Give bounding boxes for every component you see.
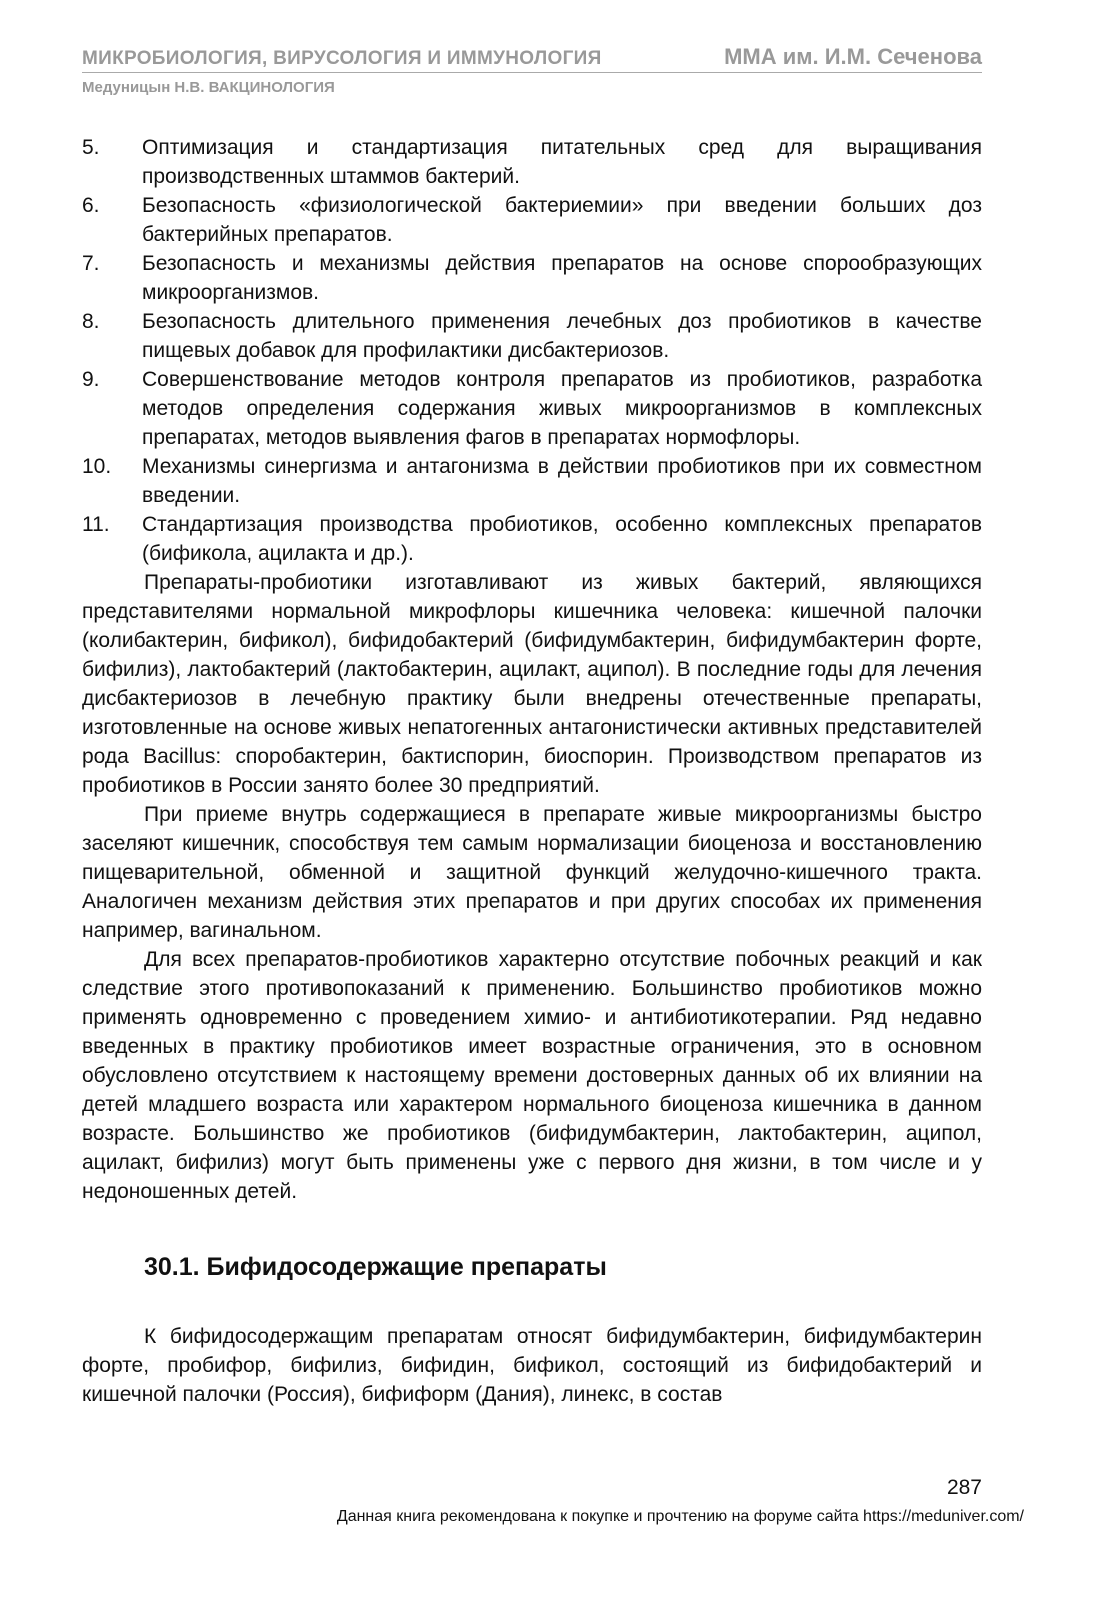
body-paragraph: Для всех препаратов-пробиотиков характерно отсутствие побочных реакций и как следствие этого противопоказаний к применению. Большинство пробиотиков можно применять одновременно с проведением химио- и антибиотикотерапии. Ряд недавно введенных в практику пробиотиков имеет возрастные ограничения, это в основном обусловлено отсутствием к настоящему времени достоверных данных об их влиянии на детей младшего возраста или характером нормального биоценоза кишечника в данном возрасте. Большинство же пробиотиков (бифидумбактерин, лактобактерин, аципол, ацилакт, бифилиз) могут быть применены уже с первого дня жизни, в том числе и у недоношенных детей. [82,948,982,1203]
list-item-number: 5. [82,136,100,159]
header-book-title: МИКРОБИОЛОГИЯ, ВИРУСОЛОГИЯ И ИММУНОЛОГИЯ [82,48,602,69]
list-item [82,133,982,191]
header-institution: ММА им. И.М. Сеченова [724,44,982,69]
body-paragraph: Препараты-пробиотики изготавливают из живых бактерий, являющихся представителями нормальной микрофлоры кишечника человека: кишечной палочки (колибактерин, бификол), бифидобактерий (бифидумбактерин, бифидумбактерин форте, бифилиз), лактобактерий (лактобактерин, ацилакт, аципол). В последние годы для лечения дисбактериозов в лечебную практику были внедрены отечественные препараты, изготовленные на основе живых непатогенных антагонистически активных представителей рода Bacillus: споробактерин, бактиспорин, биоспорин. Производством препаратов из пробиотиков в России занято более 30 предприятий. [82,571,982,797]
list-item-number: 11. [82,513,110,536]
section-heading: 30.1. Бифидосодержащие препараты [144,1253,607,1281]
list-item-text: Совершенствование методов контроля препаратов из пробиотиков, разработка методов определения содержания живых микроорганизмов в комплексных препаратах, методов выявления фагов в препаратах нормофлоры. [142,368,982,449]
list-item [82,510,982,568]
list-item-number: 7. [82,252,100,275]
header-divider [82,72,982,73]
list-item-text: Безопасность «физиологической бактериемии» при введении больших доз бактерийных препаратов. [142,194,982,246]
list-item-number: 8. [82,310,100,333]
page-number: 287 [946,1476,982,1499]
list-item-text: Оптимизация и стандартизация питательных сред для выращивания производственных штаммов бактерий. [142,136,982,188]
page-body [82,133,982,1409]
body-paragraph: При приеме внутрь содержащиеся в препарате живые микроорганизмы быстро заселяют кишечник, способствуя тем самым нормализации биоценоза и восстановлению пищеварительной, обменной и защитной функций желудочно-кишечного тракта. Аналогичен механизм действия этих препаратов и при других способах их применения например, вагинальном. [82,803,982,942]
list-item-number: 10. [82,455,112,478]
header-row [82,44,982,70]
list-item [82,365,982,452]
list-item [82,249,982,307]
page-header [82,44,982,96]
section-paragraph: К бифидосодержащим препаратам относят бифидумбактерин, бифидумбактерин форте, пробифор, бифилиз, бифидин, бификол, состоящий из бифидобактерий и кишечной палочки (Россия), бифиформ (Дания), линекс, в состав [82,1325,982,1406]
header-subtitle: Медуницын Н.В. ВАКЦИНОЛОГИЯ [82,79,335,96]
list-item-text: Механизмы синергизма и антагонизма в действии пробиотиков при их совместном введении. [142,455,982,507]
list-item-text: Безопасность длительного применения лечебных доз пробиотиков в качестве пищевых добавок для профилактики дисбактериозов. [142,310,982,362]
list-item [82,307,982,365]
list-item-number: 9. [82,368,100,391]
list-item-text: Стандартизация производства пробиотиков, особенно комплексных препаратов (бификола, ацилакта и др.). [142,513,982,565]
list-item-number: 6. [82,194,100,217]
list-item [82,452,982,510]
list-item-text: Безопасность и механизмы действия препаратов на основе спорообразующих микроорганизмов. [142,252,982,304]
list-item [82,191,982,249]
footer-note: Данная книга рекомендована к покупке и прочтению на форуме сайта https://meduniver.com/ [336,1508,1024,1525]
